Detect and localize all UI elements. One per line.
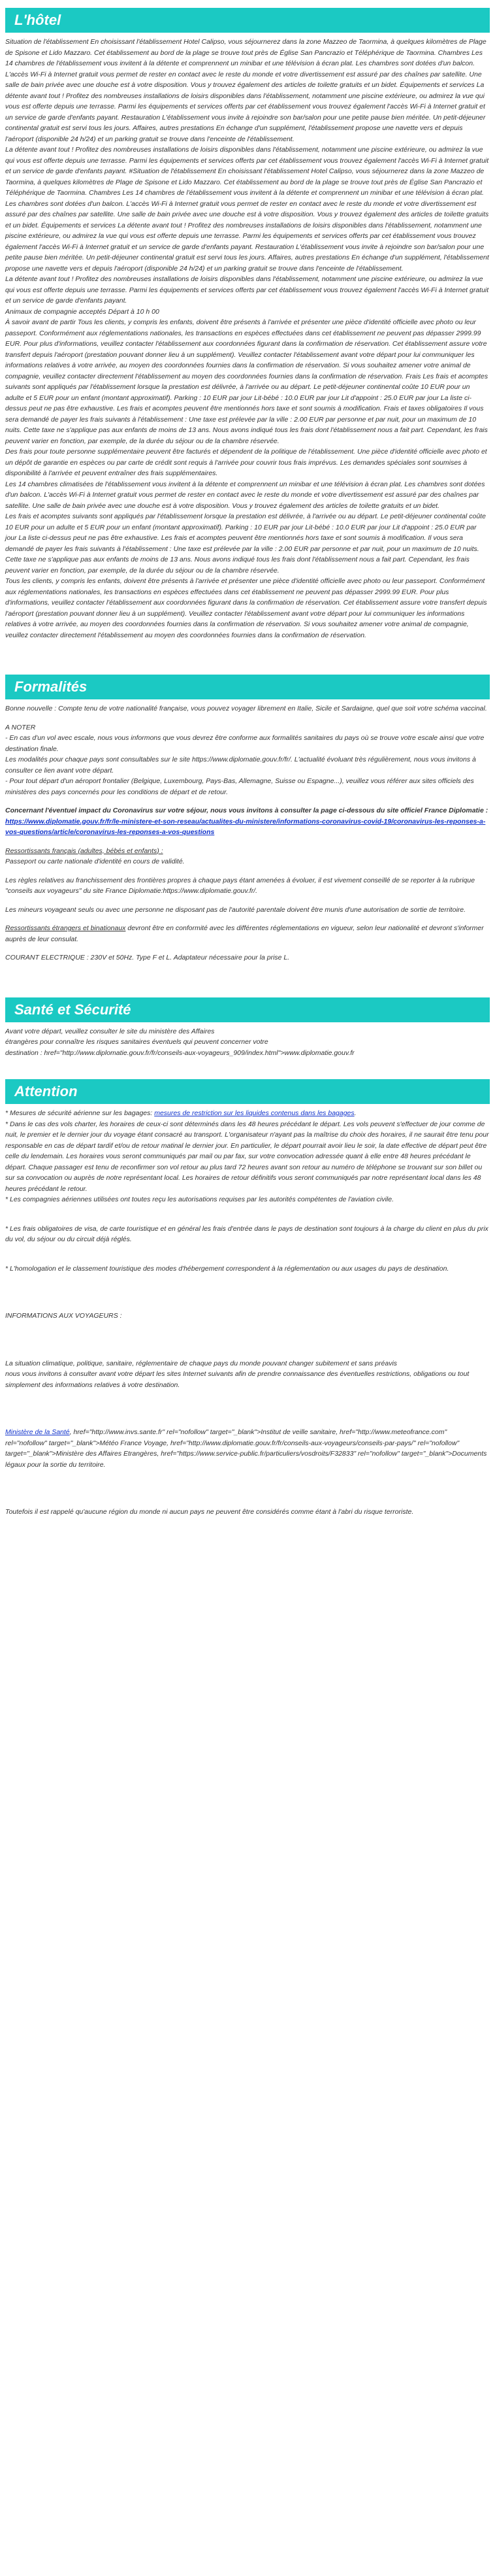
baggage-measures-prefix: * Mesures de sécurité aérienne sur les bagages: [5, 1109, 155, 1117]
sante-section [0, 990, 495, 1059]
situation-line-2: nous vous invitons à consulter avant votre départ les sites Internet suivants afin de prendre connaissance des éventuelles restrictions, obligations ou tout simplement des informations relatives à votre destination. [5, 1370, 470, 1389]
situation-line-1: La situation climatique, politique, sanitaire, réglementaire de chaque pays du monde pouvant changer subitement et sans préavis [5, 1359, 398, 1367]
sante-line-1: Avant votre départ, veuillez consulter le site du ministère des Affaires [5, 1027, 215, 1035]
sante-banner: Santé et Sécurité [5, 997, 490, 1022]
hotel-section [0, 0, 495, 641]
hotel-paragraph-1: Situation de l'établissement En choisissant l'établissement Hotel Calipso, vous séjournerez dans la zone Mazzeo de Taormina, à quelques kilomètres de Plage de Spisone et Lido Mazzaro. Cet établissement au bord de la plage se trouve tout près de Église San Pancrazio et Téléphérique de Taormina. Chambres Les 14 chambres de l'établissement vous invitent à la détente et comprennent un minibar et une télévision à écran plat. Les chambres sont dotées d'un balcon. L'accès Wi-Fi à Internet gratuit vous permet de rester en contact avec le reste du monde et votre divertissement est assuré par des chaînes par satellite. Une salle de bain privée avec une douche est à votre disposition. Vous y trouvez également des articles de toilette gratuits et un bidet. Équipements et services La détente avant tout ! Profitez des nombreuses installations de loisirs disponibles dans l'établissement, notamment une piscine extérieure, ou admirez la vue qui vous est offerte depuis une terrasse. Parmi les équipements et services offerts par cet établissement vous trouvez également l'accès Wi-Fi à Internet gratuit et un service de garde d'enfants payant. Restauration L'établissement vous invite à rejoindre son bar/salon pour une petite pause bien méritée. Un petit-déjeuner continental gratuit est servi tous les jours. Affaires, autres prestations En échange d'un supplément, l'établissement propose une navette vers et depuis l'aéroport (disponible 24 h/24) et un parking gratuit se trouve dans l'enceinte de l'établissement. [5, 38, 487, 143]
useful-links-text: , href="http://www.invs.sante.fr" rel="nofollow" target="_blank">Institut de veille sanitaire, href="http://www.meteofrance.com" rel="nofollow" target="_blank">Météo France Voyage, href="http://www.diplomatie.gouv.fr/fr/conseils-aux-voyageurs/conseils-par-pays/" rel="nofollow" target="_blank">Ministère des Affaires Etrangères, href="https://www.service-public.fr/particuliers/vosdroits/F32833" rel="nofollow" target="_blank">Documents légaux pour la sortie du territoire. [5, 1428, 487, 1469]
coronavirus-link[interactable]: https://www.diplomatie.gouv.fr/fr/le-ministere-et-son-reseau/actualites-du-ministere/informations-coronavirus-covid-19/coronavirus-les-reponses-a-vos-questions/article/coronavirus-les-reponses-a-vos-questions [5, 817, 486, 836]
homologation-text: * L'homologation et le classement touristique des modes d'hébergement correspondent à la réglementation ou aux usages du pays de destination. [5, 1264, 449, 1273]
a-noter-line-1: - En cas d'un vol avec escale, nous vous informons que vous devrez être conforme aux formalités sanitaires du pays où se trouve votre escale ainsi que votre destination finale. [5, 734, 485, 753]
baggage-measures-suffix: . [354, 1109, 357, 1117]
hotel-paragraph-9: Tous les clients, y compris les enfants, doivent être présents à l'arrivée et présenter une pièce d'identité officielle avec photo ou leur passeport. Conformément aux réglementations nationales, les transactions en espèces effectuées dans cet établissement ne peuvent pas dépasser 2999.99 EUR. Pour plus d'informations, veuillez contacter l'établissement aux coordonnées figurant dans la confirmation de réservation. Cet établissement assure votre transfert depuis l'aéroport (prestation pouvant donner lieu à un supplément). Veuillez contacter l'établissement avant votre départ pour lui communiquer les informations relatives à votre arrivée, au moyen des coordonnées fournies dans la confirmation de réservation. Si vous souhaitez amener votre animal de compagnie, veuillez contacter directement l'établissement au moyen des coordonnées fournies dans la confirmation de réservation. [5, 577, 487, 639]
hotel-paragraph-6: Des frais pour toute personne supplémentaire peuvent être facturés et dépendent de la politique de l'établissement. Une pièce d'identité officielle avec photo et un dépôt de garantie en espèces ou par carte de crédit sont requis à l'arrivée pour couvrir tous frais imprévus. Les demandes spéciales sont soumises à disponibilité à l'arrivée et peuvent entraîner des frais supplémentaires. [5, 448, 487, 477]
airlines-authorization-text: * Les compagnies aériennes utilisées ont toutes reçu les autorisations requises par les autorités compétentes de l'aviation civile. [5, 1196, 394, 1203]
residents-text: Passeport ou carte nationale d'identité en cours de validité. [5, 858, 185, 865]
formalites-banner: Formalités [5, 675, 490, 699]
sante-line-2: étrangères pour connaître les risques sanitaires éventuels qui peuvent concerner votre [5, 1038, 268, 1046]
a-noter-line-2: Les modalités pour chaque pays sont consultables sur le site https://www.diplomatie.gouv.fr/fr/. L'actualité évoluant très régulièrement, nous vous invitons à consulter ce lien avant votre départ. [5, 756, 476, 775]
electric-current-text: COURANT ELECTRIQUE : 230V et 50Hz. Type F et L. Adaptateur nécessaire pour la prise L. [5, 954, 290, 962]
hotel-banner: L'hôtel [5, 8, 490, 33]
hotel-paragraph-2: La détente avant tout ! Profitez des nombreuses installations de loisirs disponibles dans l'établissement, notamment une piscine extérieure, ou admirez la vue qui vous est offerte depuis une terrasse. Parmi les équipements et services offerts par cet établissement vous trouvez également l'accès Wi-Fi à Internet gratuit et un service de garde d'enfants payant. #Situation de l'établissement En choisissant l'établissement Hotel Calipso, vous séjournerez dans la zone Mazzeo de Taormina, à quelques kilomètres de Plage de Spisone et Lido Mazzaro. Cet établissement au bord de la plage se trouve tout près de Église San Pancrazio et Téléphérique de Taormina. Chambres Les 14 chambres de l'établissement vous invitent à la détente et comprennent un minibar et une télévision à écran plat. Les chambres sont dotées d'un balcon. L'accès Wi-Fi à Internet gratuit vous permet de rester en contact avec le reste du monde et votre divertissement est assuré par des chaînes par satellite. Une salle de bain privée avec une douche est à votre disposition. Vous y trouvez également des articles de toilette gratuits et un bidet. Équipements et services La détente avant tout ! Profitez des nombreuses installations de loisirs disponibles dans l'établissement, notamment une piscine extérieure, ou admirez la vue qui vous est offerte depuis une terrasse. Parmi les équipements et services offerts par cet établissement vous trouvez également l'accès Wi-Fi à Internet gratuit et un service de garde d'enfants payant. Restauration L'établissement vous invite à rejoindre son bar/salon pour une petite pause bien méritée. Un petit-déjeuner continental gratuit est servi tous les jours. Affaires, autres prestations En échange d'un supplément, l'établissement propose une navette vers et depuis l'aéroport (disponible 24 h/24) et un parking gratuit se trouve dans l'enceinte de l'établissement. [5, 146, 489, 273]
foreign-nationals-paragraph [5, 923, 490, 945]
coronavirus-notice: Concernant l'éventuel impact du Coronavirus sur votre séjour, nous vous invitons à consulter la page ci-dessous du site officiel France Diplomatie : [5, 807, 488, 814]
baggage-measures [5, 1108, 490, 1119]
visa-fees-text: * Les frais obligatoires de visa, de carte touristique et en général les frais d'entrée dans le pays de destination sont toujours à la charge du client en plus du prix du vol, du séjour ou du circuit déjà réglés. [5, 1224, 488, 1243]
hotel-paragraph-4: Animaux de compagnie acceptés Départ à 10 h 00 [5, 307, 159, 316]
attention-section [0, 1071, 495, 1536]
a-noter-line-3: - Pour tout départ d'un aéroport frontalier (Belgique, Luxembourg, Pays-Bas, Allemagne, Suisse ou Espagne...), veuillez vous référer aux sites officiels des ministères des pays concernés pour les conditions de départ et de retour. [5, 777, 474, 796]
formalites-intro: Bonne nouvelle : Compte tenu de votre nationalité française, vous pouvez voyager librement en Italie, Sicile et Sardaigne, quel que soit votre schéma vaccinal. [5, 705, 487, 712]
sante-line-3: destination : href="http://www.diplomatie.gouv.fr/fr/conseils-aux-voyageurs_909/index.html">www.diplomatie.gouv.fr [5, 1048, 355, 1057]
formalites-section [0, 667, 495, 963]
hotel-paragraph-3: La détente avant tout ! Profitez des nombreuses installations de loisirs disponibles dans l'établissement, notamment une piscine extérieure, ou admirez la vue qui vous est offerte depuis une terrasse. Parmi les équipements et services offerts par cet établissement vous trouvez également l'accès Wi-Fi à Internet gratuit et un service de garde d'enfants payant. [5, 275, 489, 305]
a-noter-heading: A NOTER [5, 723, 36, 731]
hotel-paragraph-7: Les 14 chambres climatisées de l'établissement vous invitent à la détente et comprennent un minibar et une télévision à écran plat. Les chambres sont dotées d'un balcon. L'accès Wi-Fi à Internet gratuit vous permet de rester en contact avec le reste du monde et votre divertissement est assuré par des chaînes par satellite. Une salle de bain privée avec une douche est à votre disposition. Vous y trouvez également des articles de toilette gratuits et un bidet. [5, 480, 485, 510]
border-rules-text: Les règles relatives au franchissement des frontières propres à chaque pays étant amenées à évoluer, il est vivement conseillé de se reporter à la rubrique "conseils aux voyageurs" du site France Diplomatie:https://www.diplomatie.gouv.fr/. [5, 876, 475, 895]
hotel-paragraph-5: À savoir avant de partir Tous les clients, y compris les enfants, doivent être présents à l'arrivée et présenter une pièce d'identité officielle avec photo ou leur passeport. Conformément aux réglementations nationales, les transactions en espèces effectuées dans cet établissement ne peuvent pas dépasser 2999.99 EUR. Pour plus d'informations, veuillez contacter l'établissement aux coordonnées figurant dans la confirmation de réservation. Cet établissement assure votre transfert depuis l'aéroport (prestation pouvant donner lieu à un supplément). Veuillez contacter l'établissement avant votre départ pour lui communiquer les informations relatives à votre arrivée, au moyen des coordonnées fournies dans la confirmation de réservation. Si vous souhaitez amener votre animal de compagnie, veuillez contacter directement l'établissement au moyen des coordonnées fournies dans la confirmation de réservation. Frais Les frais et acomptes suivants sont appliqués par l'établissement lorsque la prestation est délivrée, à l'arrivée ou au départ. Le petit-déjeuner continental coûte 10 EUR pour un adulte et 5 EUR pour un enfant (montant approximatif). Parking : 10 EUR par jour Lit-bébé : 10.0 EUR par jour Lit d'appoint : 25.0 EUR par jour La liste ci-dessus peut ne pas être exhaustive. Les frais et acomptes peuvent être mentionnés hors taxe et sont soumis à modification. Frais et taxes obligatoires Il vous sera demandé de payer les frais suivants à l'établissement : Une taxe est prélevée par la ville : 2.00 EUR par personne et par nuit, pour un maximum de 10 nuits. Cette taxe ne s'applique pas aux enfants de moins de 13 ans. Nous avons indiqué tous les frais dont l'établissement nous a fait part. Cependant, les frais peuvent varier en fonction, par exemple, de la durée du séjour ou de la chambre réservée. [5, 318, 488, 445]
liquids-restriction-link[interactable]: mesures de restriction sur les liquides contenus dans les bagages [154, 1109, 355, 1117]
terrorism-risk-text: Toutefois il est rappelé qu'aucune région du monde ni aucun pays ne peuvent être considérés comme étant à l'abri du risque terroriste. [5, 1508, 414, 1516]
foreign-nationals-text: devront être en conformité avec les différentes réglementations en vigueur, selon leur nationalité et devront s'informer auprès de leur consulat. [5, 924, 484, 943]
minors-text: Les mineurs voyageant seuls ou avec une personne ne disposant pas de l'autorité parentale doivent être munis d'une autorisation de sortie de territoire. [5, 905, 466, 914]
hotel-paragraph-8: Les frais et acomptes suivants sont appliqués par l'établissement lorsque la prestation est délivrée, à l'arrivée ou au départ. Le petit-déjeuner continental coûte 10 EUR pour un adulte et 5 EUR pour un enfant (montant approximatif). Parking : 10 EUR par jour Lit-bébé : 10.0 EUR par jour Lit d'appoint : 25.0 EUR par jour La liste ci-dessus peut ne pas être exhaustive. Les frais et acomptes peuvent être mentionnés hors taxe et sont soumis à modification. Il vous sera demandé de payer les frais suivants à l'établissement : Une taxe est prélevée par la ville : 2.00 EUR par personne et par nuit, pour un maximum de 10 nuits. Cette taxe ne s'applique pas aux enfants de moins de 13 ans. Nous avons indiqué tous les frais dont l'établissement nous a fait part. Cependant, les frais peuvent varier en fonction, par exemple, de la durée du séjour ou de la chambre réservée. [5, 512, 486, 575]
residents-heading: Ressortissants français (adultes, bébés et enfants) : [5, 846, 163, 855]
attention-banner: Attention [5, 1079, 490, 1104]
charter-flights-text: * Dans le cas des vols charter, les horaires de ceux-ci sont déterminés dans les 48 heures précédant le départ. Les vols peuvent s'effectuer de jour comme de nuit, le premier et le dernier jour du voyage étant consacré au transport. L'organisateur n'ayant pas la maîtrise du choix des horaires, il ne saurait être tenu pour responsable en cas de départ tardif et/ou de retour matinal le dernier jour. En particulier, le départ pourrait avoir lieu le soir, la date effective de départ peut être celle du lendemain. Les horaires vous seront communiqués par mail ou par fax, sur votre convocation adressée quant à elle entre 48 heures précédant le départ. Chaque passager est tenu de reconfirmer son vol retour au plus tard 72 heures avant son retour au numéro de téléphone se trouvant sur son billet ou sur sa convocation ou auprès de notre représentant local. Les horaires de retour définitifs vous seront communiqués par notre représentant local dans les 48 heures précédant le retour. [5, 1120, 489, 1193]
foreign-nationals-heading: Ressortissants étrangers et binationaux [5, 924, 126, 932]
ministry-health-link[interactable]: Ministère de la Santé [5, 1428, 70, 1436]
traveller-info-heading: INFORMATIONS AUX VOYAGEURS : [5, 1312, 122, 1320]
useful-links-paragraph [5, 1427, 490, 1470]
